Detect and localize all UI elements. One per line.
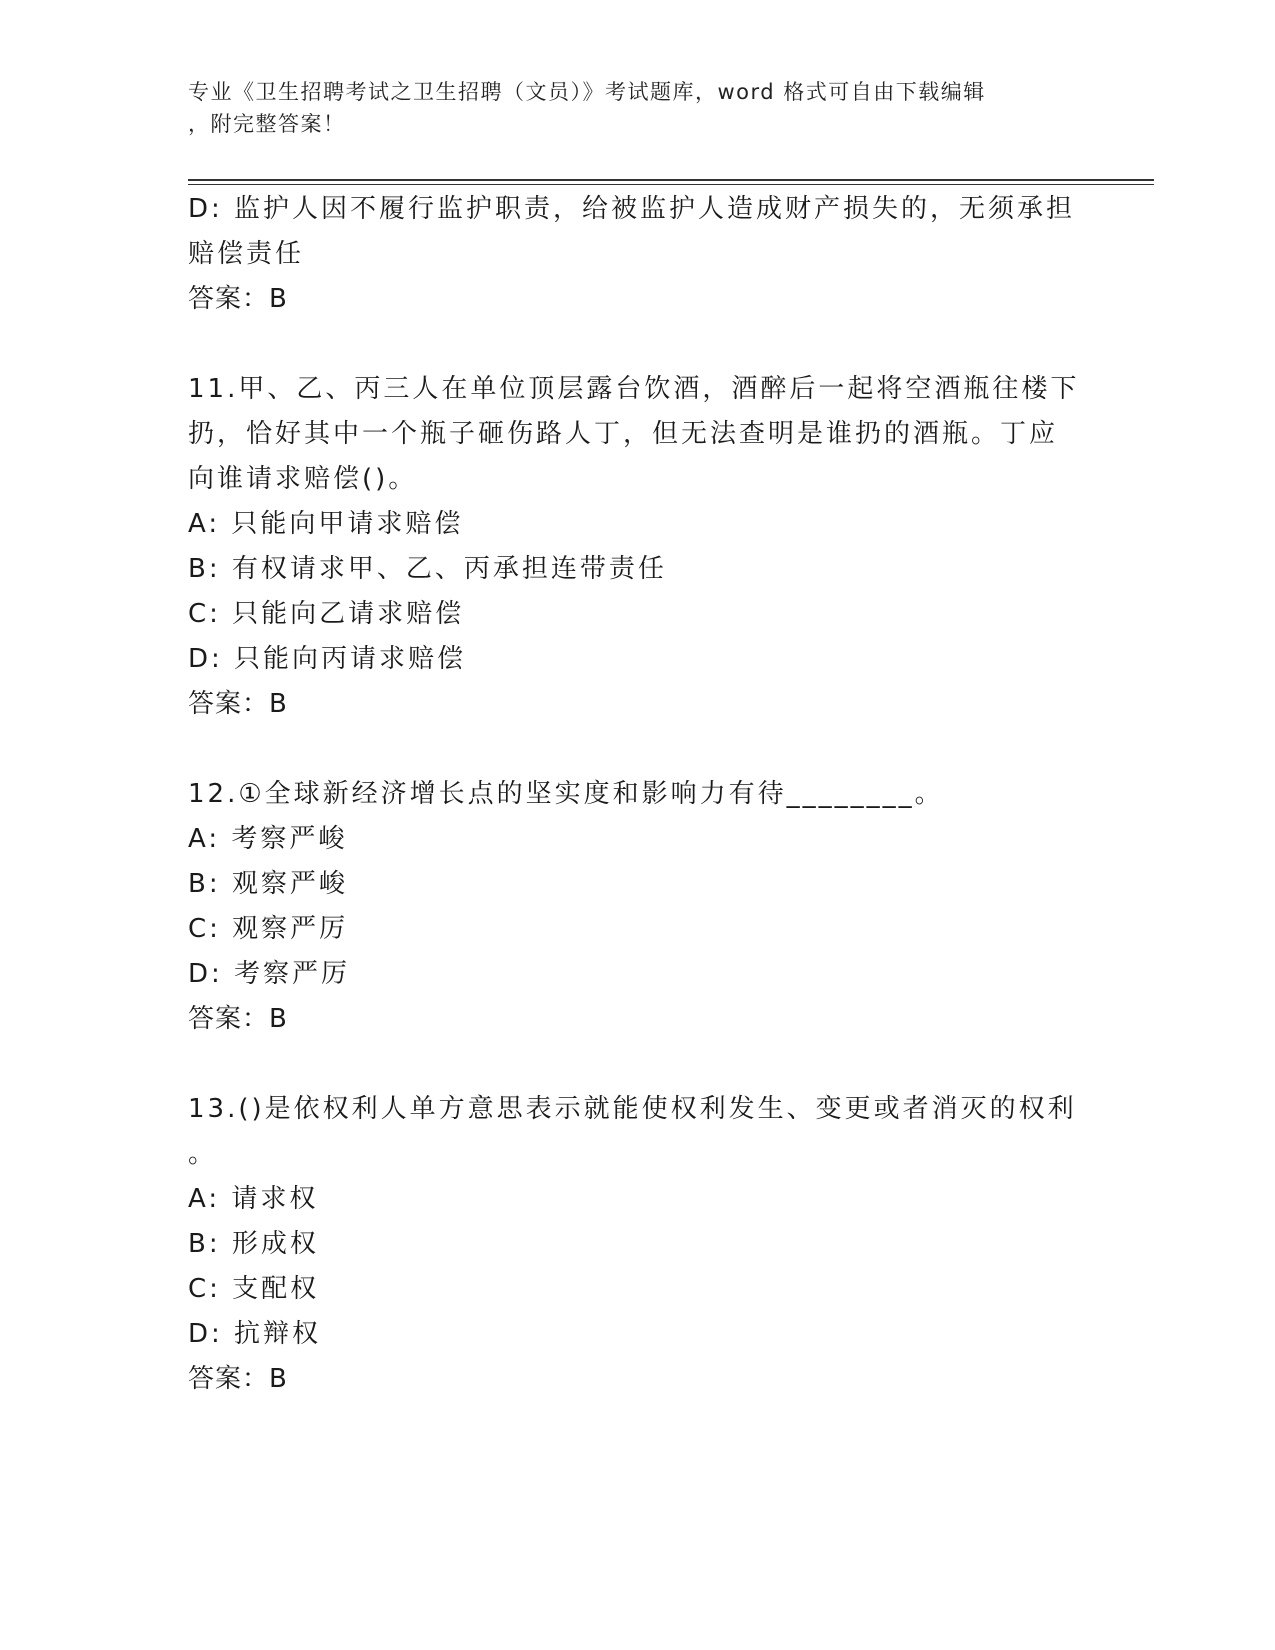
answer-line: 答案：B — [188, 1364, 288, 1394]
header-title-line-2: ，附完整答案！ — [188, 112, 346, 136]
question-stem: 13.()是依权利人单方意思表示就能使权利发生、变更或者消灭的权利 — [188, 1094, 1077, 1124]
question-stem: 11.甲、乙、丙三人在单位顶层露台饮酒，酒醉后一起将空酒瓶往楼下 — [188, 374, 1080, 404]
option-d: D: 考察严厉 — [188, 959, 351, 989]
option-b: B: 形成权 — [188, 1229, 319, 1259]
option-b: B: 有权请求甲、乙、丙承担连带责任 — [188, 554, 667, 584]
question-10-tail — [188, 187, 1088, 322]
question-list — [188, 187, 1088, 1402]
option-d: D: 抗辩权 — [188, 1319, 322, 1349]
option-c: C: 支配权 — [188, 1274, 320, 1304]
answer-line: 答案：B — [188, 284, 288, 314]
option-a: A: 请求权 — [188, 1184, 319, 1214]
question-stem-continued: 扔，恰好其中一个瓶子砸伤路人丁，但无法查明是谁扔的酒瓶。丁应 — [188, 419, 1059, 449]
spacer — [188, 322, 1088, 367]
answer-line: 答案：B — [188, 689, 288, 719]
question-11 — [188, 367, 1088, 727]
option-a: A: 考察严峻 — [188, 824, 348, 854]
spacer — [188, 1042, 1088, 1087]
option-b: B: 观察严峻 — [188, 869, 348, 899]
spacer — [188, 727, 1088, 772]
question-13 — [188, 1087, 1088, 1402]
option-c: C: 观察严厉 — [188, 914, 349, 944]
option-d: D: 只能向丙请求赔偿 — [188, 644, 467, 674]
option-a: A: 只能向甲请求赔偿 — [188, 509, 464, 539]
question-stem-continued: 向谁请求赔偿()。 — [188, 464, 418, 494]
page-header — [188, 76, 1068, 140]
option-c: C: 只能向乙请求赔偿 — [188, 599, 465, 629]
question-stem: 12.①全球新经济增长点的坚实度和影响力有待________。 — [188, 779, 944, 809]
header-divider — [188, 179, 1154, 185]
option-d: D: 监护人因不履行监护职责，给被监护人造成财产损失的，无须承担 — [188, 194, 1076, 224]
option-d-continued: 赔偿责任 — [188, 239, 305, 269]
question-stem-continued: 。 — [188, 1139, 218, 1169]
header-title-line-1: 专业《卫生招聘考试之卫生招聘（文员）》考试题库，word 格式可自由下载编辑 — [188, 80, 986, 104]
question-12 — [188, 772, 1088, 1042]
answer-line: 答案：B — [188, 1004, 288, 1034]
